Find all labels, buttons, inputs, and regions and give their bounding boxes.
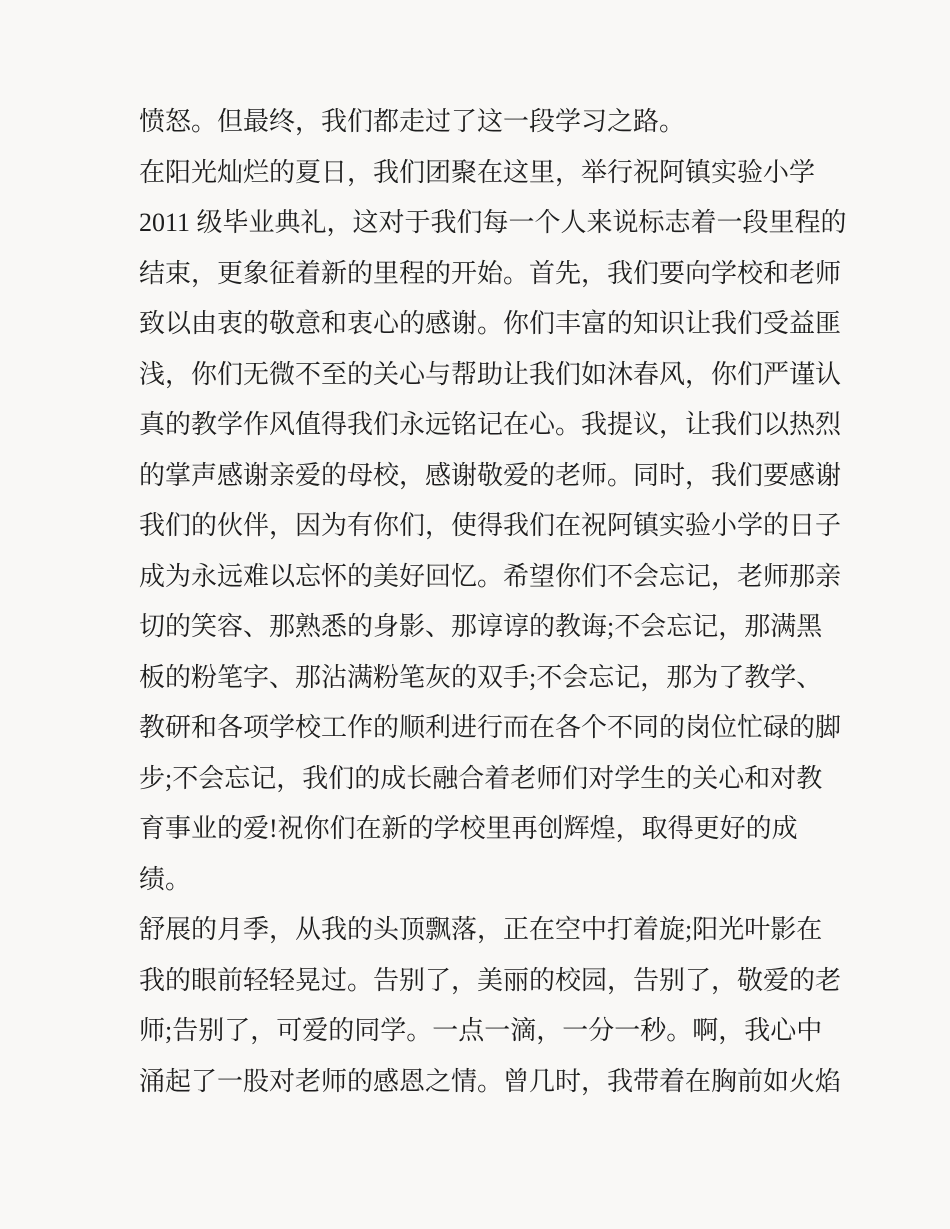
- text-line: 师;告别了，可爱的同学。一点一滴，一分一秒。啊，我心中: [139, 1016, 823, 1045]
- text-line: 2011 级毕业典礼，这对于我们每一个人来说标志着一段里程的: [139, 208, 847, 237]
- text-line: 浅，你们无微不至的关心与帮助让我们如沐春风，你们严谨认: [139, 359, 842, 389]
- text-line: 结束，更象征着新的里程的开始。首先，我们要向学校和老师: [139, 258, 842, 288]
- text-line: 真的教学作风值得我们永远铭记在心。我提议，让我们以热烈: [139, 410, 842, 439]
- document-body-text: [139, 97, 847, 1107]
- text-line: 板的粉笔字、那沾满粉笔灰的双手;不会忘记，那为了教学、: [139, 662, 823, 692]
- text-line: 绩。: [139, 864, 192, 894]
- text-line: 致以由衷的敬意和衷心的感谢。你们丰富的知识让我们受益匪: [139, 309, 842, 338]
- text-line: 在阳光灿烂的夏日，我们团聚在这里，举行祝阿镇实验小学: [139, 157, 816, 187]
- text-line: 我们的伙伴，因为有你们，使得我们在祝阿镇实验小学的日子: [139, 511, 842, 540]
- text-line: 切的笑容、那熟悉的身影、那谆谆的教诲;不会忘记，那满黑: [139, 612, 823, 641]
- text-line: 舒展的月季，从我的头顶飘落，正在空中打着旋;阳光叶影在: [139, 915, 823, 944]
- text-line: 愤怒。但最终，我们都走过了这一段学习之路。: [139, 107, 686, 136]
- text-line: 涌起了一股对老师的感恩之情。曾几时，我带着在胸前如火焰: [139, 1066, 842, 1096]
- text-line: 我的眼前轻轻晃过。告别了，美丽的校园，告别了，敬爱的老: [139, 965, 842, 995]
- text-line: 的掌声感谢亲爱的母校，感谢敬爱的老师。同时，我们要感谢: [139, 460, 842, 490]
- text-line: 育事业的爱!祝你们在新的学校里再创辉煌，取得更好的成: [139, 814, 798, 843]
- text-line: 步;不会忘记，我们的成长融合着老师们对学生的关心和对教: [139, 763, 823, 793]
- text-line: 成为永远难以忘怀的美好回忆。希望你们不会忘记，老师那亲: [139, 561, 842, 591]
- text-line: 教研和各项学校工作的顺利进行而在各个不同的岗位忙碌的脚: [139, 713, 842, 742]
